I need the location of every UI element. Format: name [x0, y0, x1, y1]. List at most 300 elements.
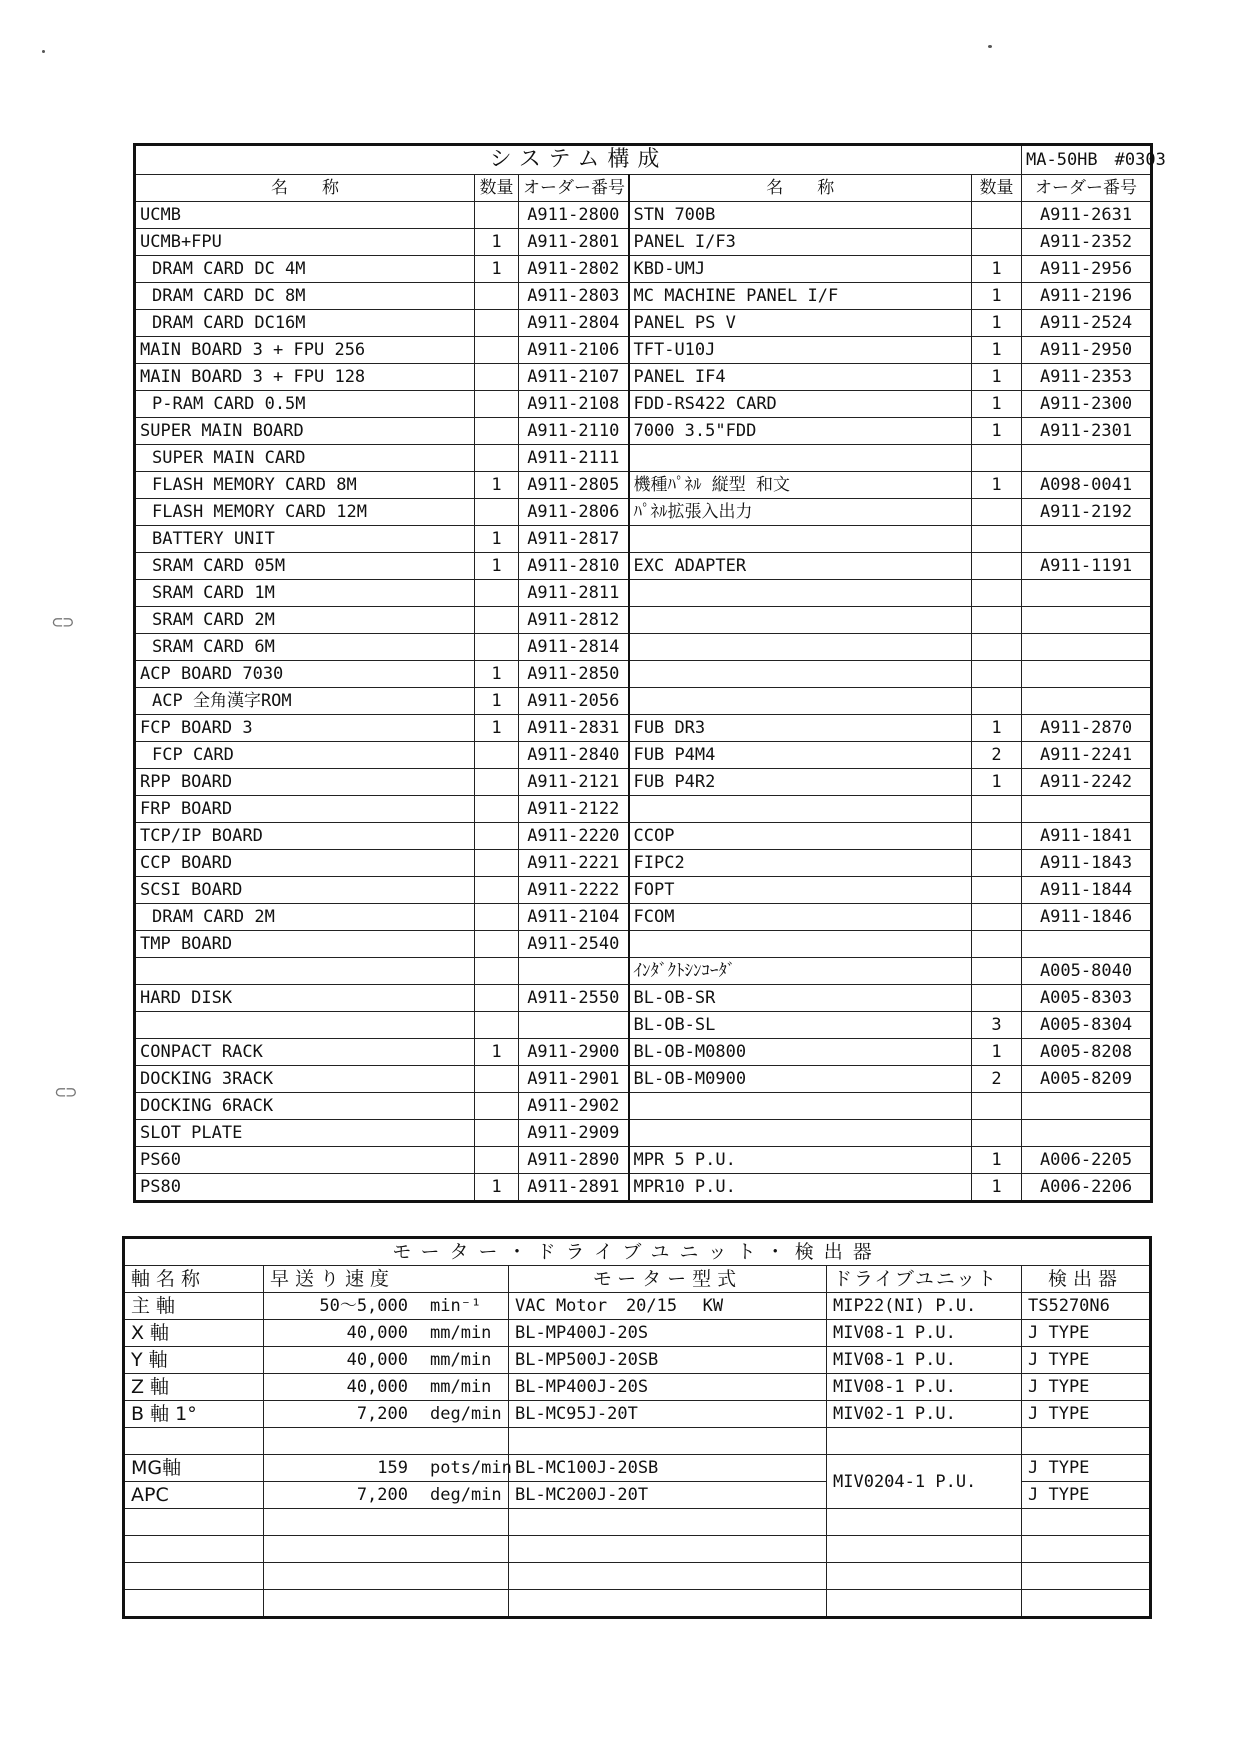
right-item-qty	[972, 580, 1022, 607]
table-row	[124, 1536, 1151, 1563]
right-item-order: A911-2353	[1022, 364, 1152, 391]
table-row	[124, 1347, 1151, 1374]
table-row	[135, 364, 1152, 391]
left-item-order: A911-2801	[519, 229, 629, 256]
table-row	[135, 904, 1152, 931]
left-item-name: RPP BOARD	[135, 769, 475, 796]
header-drive: ドライブユニット	[827, 1266, 1022, 1293]
left-item-name	[135, 1012, 475, 1039]
left-item-name: ACP 全角漢字ROM	[135, 688, 475, 715]
right-item-name: TFT-U10J	[629, 337, 972, 364]
left-item-order: A911-2802	[519, 256, 629, 283]
right-item-qty: 1	[972, 256, 1022, 283]
right-item-name: FIPC2	[629, 850, 972, 877]
empty-cell	[1022, 1509, 1151, 1536]
right-item-name: MPR 5 P.U.	[629, 1147, 972, 1174]
speed-unit: min⁻¹	[430, 1296, 482, 1316]
left-item-qty: 1	[475, 526, 519, 553]
right-item-name	[629, 1120, 972, 1147]
right-item-order: A911-2352	[1022, 229, 1152, 256]
left-item-qty	[475, 931, 519, 958]
left-item-order: A911-2817	[519, 526, 629, 553]
left-item-name: SUPER MAIN CARD	[135, 445, 475, 472]
left-item-qty	[475, 310, 519, 337]
header-order-right: オーダー番号	[1022, 175, 1152, 202]
drive-unit: MIV08-1 P.U.	[827, 1347, 1022, 1374]
left-item-order: A911-2901	[519, 1066, 629, 1093]
left-item-order: A911-2104	[519, 904, 629, 931]
empty-cell	[1022, 1590, 1151, 1618]
right-item-order: A005-8209	[1022, 1066, 1152, 1093]
empty-cell	[124, 1428, 264, 1455]
left-item-order: A911-2810	[519, 553, 629, 580]
right-item-qty	[972, 553, 1022, 580]
right-item-order: A911-2631	[1022, 202, 1152, 229]
right-item-qty: 1	[972, 1147, 1022, 1174]
left-item-name: FRP BOARD	[135, 796, 475, 823]
motor-drive-detector-table	[122, 1236, 1152, 1619]
speed-value: 40,000	[346, 1350, 408, 1370]
table-row	[135, 877, 1152, 904]
axis-name: X 軸	[124, 1320, 264, 1347]
right-item-name: BL-OB-M0900	[629, 1066, 972, 1093]
left-item-order: A911-2900	[519, 1039, 629, 1066]
table-row	[135, 391, 1152, 418]
left-item-qty	[475, 877, 519, 904]
binder-hole-mark: ⊂⊃	[55, 1082, 77, 1103]
left-item-order: A911-2056	[519, 688, 629, 715]
axis-name: MG軸	[124, 1455, 264, 1482]
table-row	[124, 1509, 1151, 1536]
left-item-name: BATTERY UNIT	[135, 526, 475, 553]
left-item-name: DOCKING 6RACK	[135, 1093, 475, 1120]
left-item-name	[135, 958, 475, 985]
axis-name: APC	[124, 1482, 264, 1509]
left-item-name: HARD DISK	[135, 985, 475, 1012]
model-number: MA-50HB #0303	[1022, 145, 1152, 175]
left-item-order: A911-2106	[519, 337, 629, 364]
right-item-order: A911-2196	[1022, 283, 1152, 310]
right-item-qty	[972, 229, 1022, 256]
table-row	[135, 742, 1152, 769]
right-item-name	[629, 688, 972, 715]
right-item-qty: 1	[972, 1039, 1022, 1066]
right-item-order: A005-8303	[1022, 985, 1152, 1012]
right-item-name: BL-OB-SR	[629, 985, 972, 1012]
right-item-order	[1022, 1120, 1152, 1147]
table-row	[135, 337, 1152, 364]
left-item-name: FCP CARD	[135, 742, 475, 769]
right-item-name	[629, 931, 972, 958]
table-row	[135, 1174, 1152, 1202]
right-item-qty	[972, 688, 1022, 715]
table-row	[135, 310, 1152, 337]
right-item-qty	[972, 526, 1022, 553]
motor-model: BL-MC100J-20SB	[509, 1455, 827, 1482]
right-item-name: MC MACHINE PANEL I/F	[629, 283, 972, 310]
header-motor: モーター型式	[509, 1266, 827, 1293]
left-item-name: DRAM CARD 2M	[135, 904, 475, 931]
table-row	[135, 1039, 1152, 1066]
left-item-name: UCMB	[135, 202, 475, 229]
right-item-order	[1022, 526, 1152, 553]
left-item-order: A911-2122	[519, 796, 629, 823]
left-item-qty	[475, 607, 519, 634]
right-item-qty	[972, 823, 1022, 850]
right-item-order: A911-1191	[1022, 553, 1152, 580]
left-item-name: FLASH MEMORY CARD 12M	[135, 499, 475, 526]
right-item-order	[1022, 607, 1152, 634]
speed-unit: pots/min	[430, 1458, 512, 1478]
right-item-order	[1022, 445, 1152, 472]
header-name-left: 名 称	[135, 175, 475, 202]
speed-value: 50〜5,000	[319, 1296, 408, 1316]
left-item-name: SUPER MAIN BOARD	[135, 418, 475, 445]
header-qty-left: 数量	[475, 175, 519, 202]
rapid-speed	[264, 1401, 509, 1428]
drive-unit: MIP22(NI) P.U.	[827, 1293, 1022, 1320]
left-item-name: CCP BOARD	[135, 850, 475, 877]
right-item-qty	[972, 607, 1022, 634]
left-item-order: A911-2850	[519, 661, 629, 688]
right-item-qty: 1	[972, 472, 1022, 499]
table-row	[135, 1093, 1152, 1120]
table-row	[135, 418, 1152, 445]
drive-unit: MIV02-1 P.U.	[827, 1401, 1022, 1428]
left-item-qty	[475, 202, 519, 229]
right-item-name: FUB DR3	[629, 715, 972, 742]
right-item-name: FDD-RS422 CARD	[629, 391, 972, 418]
left-item-order: A911-2540	[519, 931, 629, 958]
right-item-qty: 1	[972, 715, 1022, 742]
right-item-name: STN 700B	[629, 202, 972, 229]
right-item-name: EXC ADAPTER	[629, 553, 972, 580]
detector: J TYPE	[1022, 1455, 1151, 1482]
axis-name: Y 軸	[124, 1347, 264, 1374]
left-item-order: A911-2805	[519, 472, 629, 499]
axis-name: B 軸 1°	[124, 1401, 264, 1428]
right-item-qty	[972, 850, 1022, 877]
left-item-order: A911-2220	[519, 823, 629, 850]
speed-unit: mm/min	[430, 1377, 492, 1397]
detector: J TYPE	[1022, 1482, 1151, 1509]
left-item-qty	[475, 634, 519, 661]
right-item-order: A911-2242	[1022, 769, 1152, 796]
table-row	[135, 796, 1152, 823]
table-row	[135, 553, 1152, 580]
right-item-order	[1022, 1093, 1152, 1120]
right-item-qty: 1	[972, 310, 1022, 337]
left-item-qty: 1	[475, 688, 519, 715]
left-item-order: A911-2111	[519, 445, 629, 472]
empty-cell	[827, 1590, 1022, 1618]
motor-type: BL-MP400J-20S	[515, 1377, 649, 1397]
right-item-order	[1022, 796, 1152, 823]
right-item-qty: 1	[972, 418, 1022, 445]
motor-model	[509, 1374, 827, 1401]
left-item-order: A911-2800	[519, 202, 629, 229]
left-item-order: A911-2811	[519, 580, 629, 607]
right-item-order: A911-2192	[1022, 499, 1152, 526]
right-item-qty: 2	[972, 742, 1022, 769]
right-item-order: A911-2301	[1022, 418, 1152, 445]
motor-power-unit: KW	[702, 1296, 724, 1316]
empty-cell	[509, 1563, 827, 1590]
right-item-order: A006-2205	[1022, 1147, 1152, 1174]
left-item-name: DRAM CARD DC 8M	[135, 283, 475, 310]
right-item-order: A911-2300	[1022, 391, 1152, 418]
empty-cell	[264, 1428, 509, 1455]
empty-cell	[827, 1536, 1022, 1563]
header-name-right: 名 称	[629, 175, 972, 202]
left-item-qty: 1	[475, 472, 519, 499]
empty-cell	[124, 1590, 264, 1618]
right-item-qty	[972, 661, 1022, 688]
left-item-name: DRAM CARD DC 4M	[135, 256, 475, 283]
right-item-order: A005-8208	[1022, 1039, 1152, 1066]
right-item-qty	[972, 1093, 1022, 1120]
motor-type: BL-MP400J-20S	[515, 1323, 649, 1343]
left-item-qty	[475, 391, 519, 418]
motor-power: 20/15	[625, 1296, 678, 1316]
table-row	[135, 850, 1152, 877]
right-item-name: FUB P4M4	[629, 742, 972, 769]
right-item-qty: 1	[972, 364, 1022, 391]
drive-unit: MIV08-1 P.U.	[827, 1320, 1022, 1347]
right-item-name	[629, 526, 972, 553]
left-item-name: FCP BOARD 3	[135, 715, 475, 742]
right-item-qty	[972, 202, 1022, 229]
left-item-name: MAIN BOARD 3 + FPU 256	[135, 337, 475, 364]
left-item-order	[519, 958, 629, 985]
right-item-qty: 3	[972, 1012, 1022, 1039]
left-item-name: P-RAM CARD 0.5M	[135, 391, 475, 418]
left-item-qty: 1	[475, 715, 519, 742]
motor-title: モーター・ドライブユニット・検出器	[124, 1238, 1151, 1266]
right-item-name: BL-OB-SL	[629, 1012, 972, 1039]
empty-cell	[509, 1428, 827, 1455]
axis-name: Z 軸	[124, 1374, 264, 1401]
table-row	[135, 283, 1152, 310]
detector: J TYPE	[1022, 1401, 1151, 1428]
table-row	[135, 1147, 1152, 1174]
left-item-qty	[475, 1093, 519, 1120]
detector: J TYPE	[1022, 1320, 1151, 1347]
left-item-qty	[475, 1120, 519, 1147]
table-row	[135, 1120, 1152, 1147]
left-item-order: A911-2108	[519, 391, 629, 418]
right-item-name: PANEL I/F3	[629, 229, 972, 256]
empty-cell	[124, 1536, 264, 1563]
detector: TS5270N6	[1022, 1293, 1151, 1320]
right-item-name: 7000 3.5"FDD	[629, 418, 972, 445]
left-item-order: A911-2812	[519, 607, 629, 634]
left-item-order: A911-2909	[519, 1120, 629, 1147]
left-item-qty	[475, 499, 519, 526]
table-row	[135, 823, 1152, 850]
left-item-qty	[475, 958, 519, 985]
motor-model	[509, 1293, 827, 1320]
left-item-qty	[475, 1066, 519, 1093]
left-item-name: SLOT PLATE	[135, 1120, 475, 1147]
empty-cell	[264, 1536, 509, 1563]
table-row	[135, 526, 1152, 553]
left-item-qty	[475, 742, 519, 769]
right-item-order: A098-0041	[1022, 472, 1152, 499]
system-configuration-table	[133, 143, 1166, 1203]
left-item-qty	[475, 283, 519, 310]
right-item-qty: 1	[972, 283, 1022, 310]
right-item-qty	[972, 931, 1022, 958]
right-item-name: MPR10 P.U.	[629, 1174, 972, 1202]
left-item-qty	[475, 418, 519, 445]
table-row	[135, 607, 1152, 634]
left-item-name: TCP/IP BOARD	[135, 823, 475, 850]
motor-model	[509, 1401, 827, 1428]
right-item-order: A911-2524	[1022, 310, 1152, 337]
empty-cell	[124, 1509, 264, 1536]
motor-model	[509, 1347, 827, 1374]
left-item-qty: 1	[475, 256, 519, 283]
motor-model: BL-MC200J-20T	[509, 1482, 827, 1509]
right-item-name	[629, 661, 972, 688]
right-item-order: A911-2950	[1022, 337, 1152, 364]
table-row	[135, 634, 1152, 661]
left-item-order: A911-2107	[519, 364, 629, 391]
left-item-qty: 1	[475, 229, 519, 256]
empty-cell	[124, 1563, 264, 1590]
left-item-order: A911-2221	[519, 850, 629, 877]
right-item-order: A005-8040	[1022, 958, 1152, 985]
left-item-qty	[475, 1012, 519, 1039]
speed-value: 7,200	[356, 1404, 408, 1424]
motor-type: BL-MP500J-20SB	[515, 1350, 659, 1370]
left-item-order	[519, 1012, 629, 1039]
right-item-order	[1022, 580, 1152, 607]
table-row	[135, 661, 1152, 688]
right-item-name: FOPT	[629, 877, 972, 904]
right-item-name: PANEL PS V	[629, 310, 972, 337]
empty-cell	[509, 1509, 827, 1536]
rapid-speed	[264, 1347, 509, 1374]
left-item-order: A911-2803	[519, 283, 629, 310]
left-item-name: PS80	[135, 1174, 475, 1202]
motor-table-body	[124, 1238, 1151, 1618]
motor-model	[509, 1320, 827, 1347]
right-item-order: A911-1844	[1022, 877, 1152, 904]
right-item-name: ｲﾝﾀﾞｸﾄｼﾝｺｰﾀﾞ	[629, 958, 972, 985]
right-item-name	[629, 796, 972, 823]
header-qty-right: 数量	[972, 175, 1022, 202]
speed-value: 40,000	[346, 1377, 408, 1397]
empty-cell	[264, 1509, 509, 1536]
right-item-qty: 1	[972, 391, 1022, 418]
left-item-name: FLASH MEMORY CARD 8M	[135, 472, 475, 499]
right-item-order: A911-2241	[1022, 742, 1152, 769]
left-item-qty: 1	[475, 1174, 519, 1202]
rapid-speed	[264, 1320, 509, 1347]
speed-value: 40,000	[346, 1323, 408, 1343]
right-item-qty	[972, 445, 1022, 472]
empty-cell	[509, 1590, 827, 1618]
right-item-order: A006-2206	[1022, 1174, 1152, 1202]
left-item-name: SCSI BOARD	[135, 877, 475, 904]
motor-type: BL-MC95J-20T	[515, 1404, 638, 1424]
axis-name: 主 軸	[124, 1293, 264, 1320]
table-row	[135, 202, 1152, 229]
header-detector: 検出器	[1022, 1266, 1151, 1293]
detector: J TYPE	[1022, 1347, 1151, 1374]
left-item-order: A911-2890	[519, 1147, 629, 1174]
right-item-name: PANEL IF4	[629, 364, 972, 391]
table-row	[124, 1293, 1151, 1320]
right-item-order: A911-2870	[1022, 715, 1152, 742]
right-item-qty	[972, 877, 1022, 904]
left-item-order: A911-2831	[519, 715, 629, 742]
left-item-order: A911-2840	[519, 742, 629, 769]
rapid-speed	[264, 1293, 509, 1320]
right-item-qty	[972, 796, 1022, 823]
right-item-order: A911-1843	[1022, 850, 1152, 877]
left-item-name: SRAM CARD 05M	[135, 553, 475, 580]
table-row	[135, 1012, 1152, 1039]
left-item-name: ACP BOARD 7030	[135, 661, 475, 688]
table-row	[124, 1374, 1151, 1401]
right-item-name	[629, 607, 972, 634]
left-item-qty: 1	[475, 553, 519, 580]
right-item-qty	[972, 985, 1022, 1012]
empty-cell	[264, 1563, 509, 1590]
right-item-name: ﾊﾟﾈﾙ拡張入出力	[629, 499, 972, 526]
drive-unit: MIV08-1 P.U.	[827, 1374, 1022, 1401]
left-item-name: UCMB+FPU	[135, 229, 475, 256]
right-item-qty	[972, 499, 1022, 526]
left-item-order: A911-2550	[519, 985, 629, 1012]
left-item-name: SRAM CARD 2M	[135, 607, 475, 634]
right-item-name	[629, 445, 972, 472]
table-row	[124, 1563, 1151, 1590]
left-item-order: A911-2222	[519, 877, 629, 904]
speed-unit: deg/min	[430, 1485, 502, 1505]
table-row	[124, 1455, 1151, 1482]
left-item-qty	[475, 769, 519, 796]
right-item-name: 機種ﾊﾟﾈﾙ 縦型 和文	[629, 472, 972, 499]
speed-unit: deg/min	[430, 1404, 502, 1424]
left-item-qty	[475, 850, 519, 877]
left-item-order: A911-2814	[519, 634, 629, 661]
table-row	[135, 472, 1152, 499]
table-row	[135, 445, 1152, 472]
binder-hole-mark: ⊂⊃	[52, 612, 74, 633]
empty-cell	[827, 1428, 1022, 1455]
rapid-speed	[264, 1374, 509, 1401]
empty-cell	[1022, 1536, 1151, 1563]
speed-value: 7,200	[356, 1485, 408, 1505]
table-row	[124, 1428, 1151, 1455]
left-item-qty	[475, 580, 519, 607]
system-table-body	[135, 202, 1152, 1202]
speed-unit: mm/min	[430, 1323, 492, 1343]
right-item-qty: 1	[972, 1174, 1022, 1202]
right-item-name	[629, 1093, 972, 1120]
table-row	[135, 769, 1152, 796]
motor-type: VAC Motor	[515, 1296, 608, 1316]
right-item-order: A911-1846	[1022, 904, 1152, 931]
header-axis: 軸名称	[124, 1266, 264, 1293]
left-item-qty	[475, 445, 519, 472]
right-item-qty: 2	[972, 1066, 1022, 1093]
table-row	[135, 1066, 1152, 1093]
